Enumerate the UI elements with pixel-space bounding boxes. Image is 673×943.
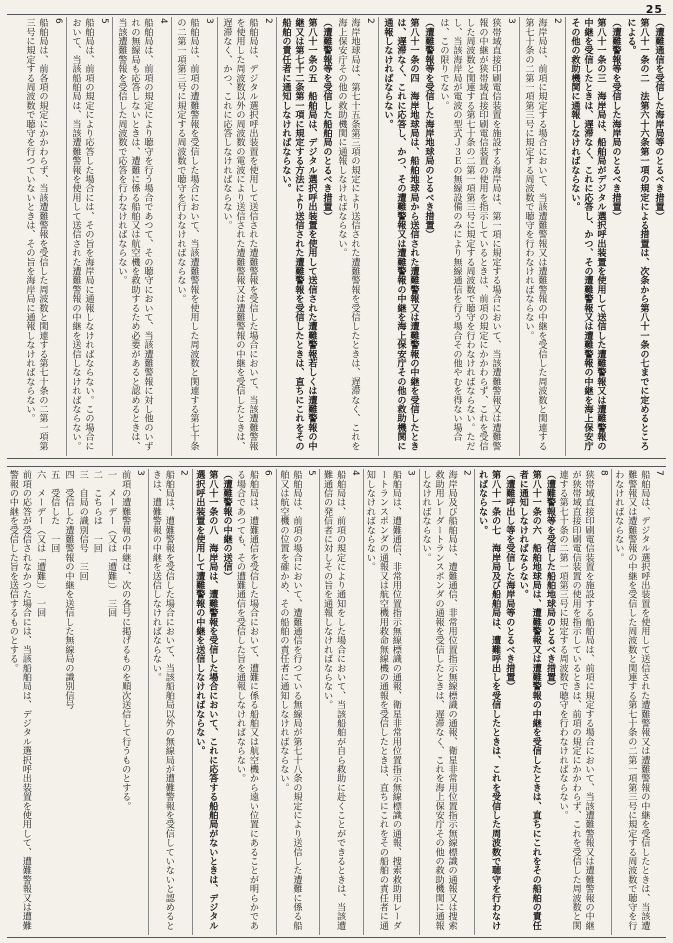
- paragraph-text: 海岸地球局は、第七十五条第三項の規定により送信された遭難警報を受信したときは、遅滞なく、これを海上保安庁その他の救助機関に通報しなければならない。: [336, 18, 360, 451]
- upper-text-band: [7, 14, 666, 459]
- paragraph-text: 狭帯域直接印刷電信装置を施設する船舶局は、前項に規定する場合において、当該遭難警報又は遭難警報の中継が狭帯域直接印刷電信装置の使用を指示しているときは、前項の規定にかかわらず、これを受信した周波数と関連する第七十条の二第一項第三号に規定する周波数で聴守を行わなければならない。: [557, 470, 595, 930]
- paragraph-text: 海岸局及び船舶局は、遭難通信、非常用位置指示無線標識の通報、衛星非常用位置指示無線標識の通報又は捜索救助用レーダートランスポンダの通報を受信したときは、遅滞なく、これを海上保安庁その他の救助機関に通報しなければならない。: [420, 470, 458, 930]
- paragraph-text: 三 自局の識別信号 三回: [77, 470, 89, 581]
- column-divider: [171, 17, 172, 456]
- paragraph-number: 7: [654, 470, 664, 476]
- article-heading: 第八十一条の五 船舶局は、デジタル選択呼出装置を使用して送信された遭難警報若しくは遭難警報の中継又は第七十二条第一項に規定する方法により送信された遭難警報を受信したときは、直ちにこれをその船舶の責任者に通知しなければならない。: [280, 18, 317, 451]
- column-divider: [66, 17, 67, 456]
- paragraph-number: 5: [306, 470, 317, 476]
- column-divider: [474, 469, 475, 935]
- article-heading: （遭難警報等を受信した海岸局のとるべき措置）: [610, 18, 621, 221]
- paragraph-number: 6: [53, 18, 63, 24]
- column-divider: [192, 469, 193, 935]
- paragraph-text: 前項の応答が受信されなかつた場合には、当該船舶局は、デジタル選択呼出装置を使用して、遭難警報又は遭難警報の中継を受信した旨を送信するものとする。: [7, 470, 32, 930]
- paragraph-number: 6: [262, 470, 273, 476]
- paragraph-text: 船舶局は、前項の規定により応答した場合には、その旨を海岸局に通報しなければならない。この場合において、当該船舶局は、当該遭難警報を使用して送信された遭難警報の中継を送信しなければならない。: [70, 18, 94, 451]
- paragraph-text: 船舶局は、遭難通信、非常用位置指示無線標識の通報、衛星非常用位置指示無線標識の通報、捜索救助用レーダートランスポンダの通報又は航空機用救命無線機の通報を受信したときは、直ちにこれをその船舶の責任者に通知しなければならない。: [364, 470, 402, 930]
- article-heading: （遭難警報等を受信した船舶地球局のとるべき措置）: [544, 470, 556, 691]
- paragraph-number: 2: [178, 470, 189, 476]
- column-divider: [319, 469, 320, 935]
- paragraph-text: 船舶局は、前項の場合において、遭難通信を行つている無線局が第七十八条の規定により送信した遭難に係る船舶又は航空機の位置を確かめ、その船舶の責任者に通知しなければならない。: [278, 470, 303, 930]
- paragraph-text: 狭帯域直接印刷電信装置を施設する海岸局は、第一項に規定する場合において、当該遭難警報又は遭難警報の中継が狭帯域直接印刷電信装置の使用を指示しているときは、前項の規定にかかわらず、これを受信した周波数と関連する第七十条の二第一項第三号に規定する周波数で聴守を行わなければならない。ただし、当該海岸局が電波の型式Ｊ３Ｅの無線設備のみにより無線通信を行う場合その他やむを得ない場合は、この限りでない。: [438, 18, 501, 451]
- column-divider: [611, 469, 612, 935]
- paragraph-number: 4: [158, 18, 168, 24]
- column-divider: [217, 17, 218, 456]
- paragraph-number: 4: [349, 470, 360, 476]
- paragraph-text: 船舶局は、デジタル選択呼出装置を使用して送信された遭難警報又は遭難警報の中継を受信したときは、当該遭難警報又は遭難警報の中継を受信した周波数と関連する第七十条の二第一項第三号に規定する周波数で聴守を行わなければならない。: [613, 470, 650, 930]
- paragraph-number: 2: [461, 470, 472, 476]
- paragraph-number: 2: [365, 18, 375, 24]
- article-heading: 第八十一条の二 法第六十六条第一項の規定による措置は、次条から第八十一条の七までに定めるところによる。: [625, 18, 649, 451]
- paragraph-number: 5: [99, 18, 109, 24]
- paragraph-number: 3: [134, 470, 145, 476]
- paragraph-number: 2: [552, 18, 562, 24]
- column-divider: [378, 17, 379, 456]
- paragraph-number: 3: [405, 470, 416, 476]
- paragraph-text: 船舶局は、前各項の規定にかかわらず、当該遭難警報を受信した周波数と関連する第七十条の二第一項第三号に規定する周波数で聴守を行つていないときは、その旨を海岸局に通報しなければならない。: [24, 18, 48, 451]
- paragraph-text: 前項の遭難警報の中継は、次の各号に掲げるものを順次送信して行うものとする。: [119, 470, 131, 811]
- article-heading: 第八十一条の三 海岸局は、船舶局がデジタル選択呼出装置を使用して送信した遭難警報又は遭難警報の中継を受信したときは、遅滞なく、これに応答し、かつ、その遭難警報又は遭難警報の中継を海上保安庁その他の救助機関に通報しなければならない。: [569, 18, 606, 451]
- article-heading: （遭難通信を受信した海岸局等のとるべき措置）: [653, 18, 664, 221]
- page-number: 25: [645, 3, 663, 16]
- paragraph-text: 船舶局は、遭難通信を受信した場合において、遭難に係る船舶又は航空機から遠い位置にあることが明らかである場合であつても、その遭難通信を受信した旨を通報しなければならない。: [234, 470, 259, 930]
- paragraph-text: 五 受信した 一回: [48, 470, 60, 553]
- paragraph-text: 船舶局は、前項の遭難警報を受信した場合において、当該遭難警報を使用した周波数と関連する第七十条の二第一項第三号に規定する周波数で聴守を行わなければならない。: [175, 18, 199, 451]
- paragraph-text: 船舶局は、遭難警報を受信した場合において、当該船舶局以外の無線局が遭難警報を受信していないと認めるときは、遭難警報の中継を送信しなければならない。: [150, 470, 175, 930]
- paragraph-text: 海岸局は、前項に規定する場合において、当該遭難警報又は遭難警報の中継を受信した周波数と関連する第七十条の二第一項第三号に規定する周波数で聴守を行わなければならない。: [523, 18, 547, 451]
- paragraph-text: 一 メーデー（又は「遭難」） 三回: [105, 470, 117, 618]
- paragraph-text: 四 受信した遭難警報の中継を送信した無線局の識別信号: [62, 470, 74, 710]
- paragraph-text: 船舶局は、デジタル選択呼出装置を使用して送信された遭難警報を受信した場合において、当該遭難警報を使用した周波数以外の周波数の電波により送信された遭難警報又は遭難警報の中継を受信したときは、遅滞なく、かつ、これに応答しなければならない。: [221, 18, 258, 451]
- column-divider: [148, 469, 149, 935]
- article-heading: 第八十一条の七 海岸局及び船舶局は、遭難呼出しを受信したときは、これを受信した周波数で聴守を行わなければならない。: [476, 470, 501, 930]
- column-divider: [276, 469, 277, 935]
- paragraph-text: 船舶局は、前項の規定により通知をした場合において、当該船舶が自ら救助に赴くことができるときは、当該遭難通信の発信者に対しその旨を通報しなければならない。: [321, 470, 346, 930]
- column-divider: [276, 17, 277, 456]
- column-divider: [419, 469, 420, 935]
- paragraph-text: 船舶局は、前項の規定により聴守を行う場合であつて、その聴守において、当該遭難警報に対し他のいずれの無線局も応答しないときは、遭難に係る船舶又は航空機を救助するため必要があると認めるときは、当該遭難警報を受信した周波数で応答を行わなければならない。: [116, 18, 153, 451]
- article-heading: （遭難呼出し等を受信した海岸局等のとるべき措置）: [503, 470, 515, 691]
- lower-text-band: [7, 466, 666, 938]
- column-divider: [363, 469, 364, 935]
- paragraph-number: 2: [263, 18, 273, 24]
- paragraph-text: 六 メーデー（又は「遭難」） 一回: [34, 470, 46, 618]
- paragraph-text: 二 こちらは 一回: [91, 470, 103, 553]
- article-heading: （遭難警報の中継の送信）: [221, 470, 233, 581]
- column-divider: [112, 17, 113, 456]
- column-divider: [565, 17, 566, 456]
- article-heading: （遭難警報等を受信した船舶局のとるべき措置）: [321, 18, 332, 221]
- column-divider: [519, 17, 520, 456]
- article-heading: 第八十一条の六 船舶地球局は、遭難警報又は遭難警報の中継を受信したときは、直ちにこれをその船舶の責任者に通知しなければならない。: [517, 470, 542, 930]
- article-heading: （遭難警報等を受信した海岸地球局のとるべき措置）: [423, 18, 434, 239]
- article-heading: 第八十一条の四 海岸地球局は、船舶地球局から送信された遭難警報又は遭難警報の中継を受信したときは、遅滞なく、これに応答し、かつ、その遭難警報又は遭難警報の中継を海上保安庁その他の救助機関に通報しなければならない。: [382, 18, 419, 451]
- paragraph-number: 8: [598, 470, 609, 476]
- paragraph-number: 3: [506, 18, 516, 24]
- paragraph-number: 3: [204, 18, 214, 24]
- article-heading: 第八十一条の八 海岸局は、遭難警報を受信した場合において、これに応答する船舶局がないときは、デジタル選択呼出装置を使用して遭難警報の中継を送信しなければならない。: [193, 470, 218, 930]
